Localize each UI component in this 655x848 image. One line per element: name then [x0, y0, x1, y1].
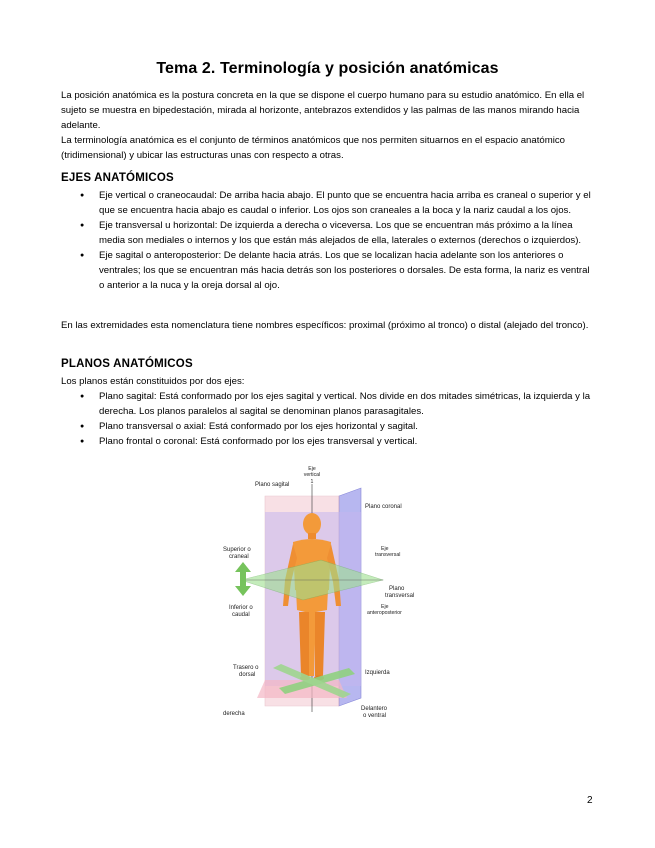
label-eje-transversal-1: Eje — [381, 546, 389, 552]
page-title: Tema 2. Terminología y posición anatómicas — [156, 60, 499, 77]
anatomical-planes-figure — [221, 462, 433, 724]
anatomical-planes-illustration — [221, 462, 433, 724]
list-item: ● Plano sagital: Está conformado por los ejes sagital y vertical. Nos divide en dos mitades simétricas, la izquierda y la derecha. Los planos paralelos al sagital se denominan planos parasagitales. — [61, 389, 596, 419]
label-plano-sagital: Plano sagital — [255, 482, 290, 488]
label-inferior-2: caudal — [232, 612, 250, 618]
ejes-heading: EJES ANATÓMICOS — [61, 172, 174, 184]
label-eje-sagital-1: Eje — [381, 604, 389, 610]
label-eje-vertical-2: vertical — [303, 472, 321, 478]
label-izquierda: Izquierda — [365, 670, 390, 676]
label-eje-sagital-2: anteroposterior — [367, 610, 402, 616]
list-item: ● Eje vertical o craneocaudal: De arriba hacia abajo. El punto que se encuentra hacia arriba es craneal o superior y el que se encuentra hacia abajo es caudal o inferior. Los ojos son craneales a la boca y la nariz caudal a los ojos. — [61, 188, 596, 218]
label-eje-vertical-1: Eje — [308, 466, 316, 472]
intro-paragraph-2: La terminología anatómica es el conjunto de términos anatómicos que nos permiten situarnos en el espacio anatómico (tridimensional) y ubicar las estructuras unas con respecto a otras. — [61, 135, 565, 161]
label-trasero-1: Trasero o — [233, 665, 259, 671]
planos-intro: Los planos están constituidos por dos ejes: — [61, 376, 245, 387]
label-derecha: derecha — [223, 711, 245, 717]
list-item: ● Eje sagital o anteroposterior: De delante hacia atrás. Los que se localizan hacia adelante son los anteriores o ventrales; los que se encuentran más hacia detrás son los posteriores o dorsales. De esta forma, la nariz es ventral o anterior a la nuca y la oreja dorsal al ojo. — [61, 248, 596, 293]
label-plano-transversal-1: Plano — [389, 586, 405, 592]
label-eje-vertical-3: 1 — [310, 479, 314, 485]
label-superior-2: craneal — [229, 554, 249, 560]
intro-section — [61, 88, 601, 163]
page-number: 2 — [587, 795, 593, 806]
list-item: ● Plano transversal o axial: Está conformado por los ejes horizontal y sagital. — [61, 419, 596, 434]
intro-paragraph-1: La posición anatómica es la postura concreta en la que se dispone el cuerpo humano para su estudio anatómico. En ella el sujeto se muestra en bipedestación, mirada al horizonte, antebrazos extendidos y las palmas de las manos mirando hacia adelante. — [61, 90, 585, 131]
label-plano-transversal-2: transversal — [385, 593, 415, 599]
extremidades-paragraph: En las extremidades esta nomenclatura tiene nombres específicos: proximal (próximo al tronco) o distal (alejado del tronco). — [61, 320, 589, 331]
label-superior-1: Superior o — [223, 547, 251, 553]
ejes-list — [61, 188, 596, 293]
list-item: ● Plano frontal o coronal: Está conformado por los ejes transversal y vertical. — [61, 434, 596, 449]
label-trasero-2: dorsal — [239, 672, 256, 678]
label-plano-coronal: Plano coronal — [365, 504, 402, 510]
label-eje-transversal-2: transversal — [375, 552, 401, 558]
list-item: ● Eje transversal u horizontal: De izquierda a derecha o viceversa. Los que se encuentran más próximo a la línea media son mediales o internos y los que están más alejados de ella, laterales o externos (derechos o izquierdos). — [61, 218, 596, 248]
planos-heading: PLANOS ANATÓMICOS — [61, 358, 193, 370]
label-delantero-1: Delantero — [361, 706, 388, 712]
label-delantero-2: o ventral — [363, 713, 387, 719]
planos-list — [61, 389, 596, 449]
label-inferior-1: Inferior o — [229, 605, 253, 611]
